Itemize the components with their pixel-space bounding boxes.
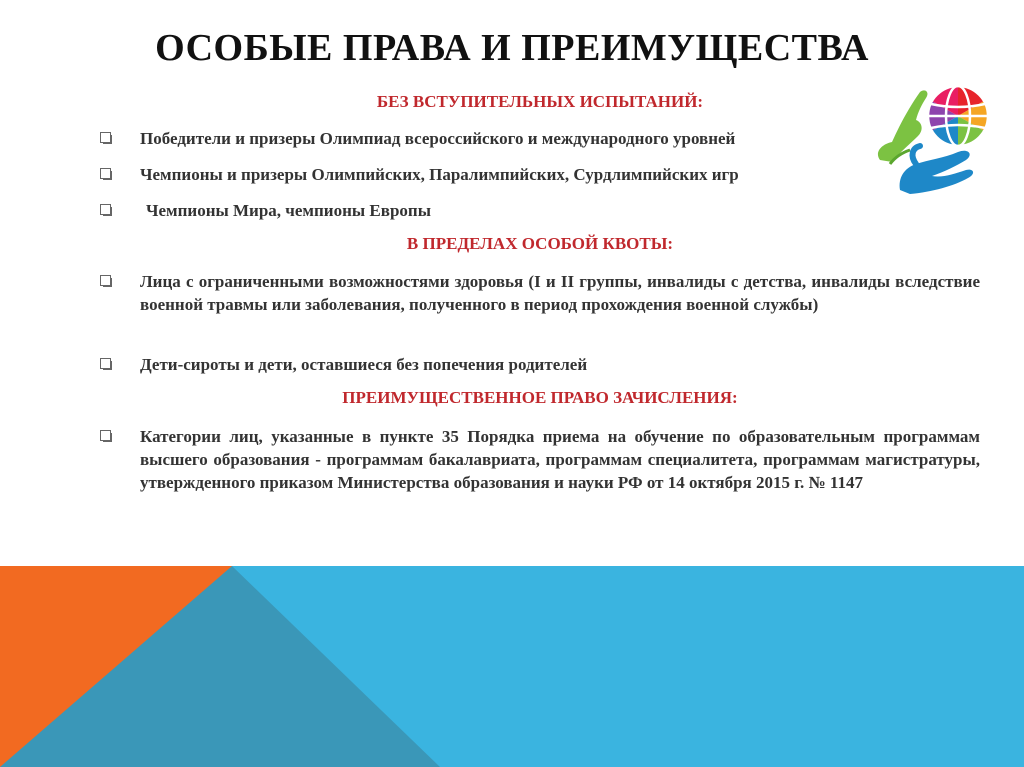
list-item-text: Категории лиц, указанные в пункте 35 Порядка приема на обучение по образовательным программам высшего образования - программам бакалавриата, программам специалитета, программам магистратуры, утвержденного приказом Министерства образования и науки РФ от 14 октября 2015 г. № 1147	[140, 427, 980, 492]
section-heading-priority-right: ПРЕИМУЩЕСТВЕННОЕ ПРАВО ЗАЧИСЛЕНИЯ:	[342, 388, 738, 407]
section-heading-no-exams: БЕЗ ВСТУПИТЕЛЬНЫХ ИСПЫТАНИЙ:	[376, 92, 704, 111]
list-item	[100, 425, 980, 494]
checkbox-bullet-icon	[100, 132, 111, 143]
list-item-text: Лица с ограниченными возможностями здоровья (I и II группы, инвалиды с детства, инвалиды вследствие военной травмы или заболевания, полученного в период прохождения военной службы)	[140, 272, 980, 314]
list-item	[100, 270, 980, 316]
list-item	[100, 353, 980, 376]
footer-decoration	[0, 566, 1024, 767]
list-item	[100, 199, 980, 222]
section-heading-special-quota: В ПРЕДЕЛАХ ОСОБОЙ КВОТЫ:	[406, 234, 674, 253]
checkbox-bullet-icon	[100, 275, 111, 286]
list-item-text: Чемпионы и призеры Олимпийских, Паралимпийских, Сурдлимпийских игр	[140, 165, 739, 184]
list-item	[100, 127, 980, 150]
list-item-text: Дети-сироты и дети, оставшиеся без попечения родителей	[140, 355, 588, 374]
checkbox-bullet-icon	[100, 168, 111, 179]
checkbox-bullet-icon	[100, 204, 111, 215]
list-item	[100, 163, 980, 186]
slide-title: ОСОБЫЕ ПРАВА И ПРЕИМУЩЕСТВА	[155, 27, 869, 69]
checkbox-bullet-icon	[100, 430, 111, 441]
list-item-text: Победители и призеры Олимпиад всероссийского и международного уровней	[140, 129, 736, 148]
list-item-text: Чемпионы Мира, чемпионы Европы	[146, 201, 431, 220]
checkbox-bullet-icon	[100, 358, 111, 369]
